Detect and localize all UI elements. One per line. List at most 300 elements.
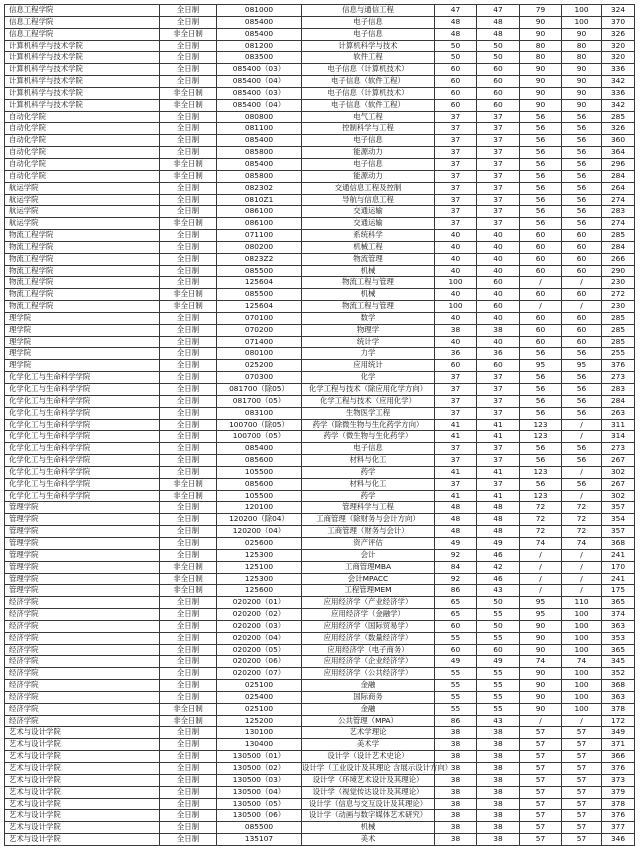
table-row (5, 407, 635, 419)
subject2-score-cell: 100 (562, 5, 602, 17)
table-row (5, 810, 635, 822)
subject2-score-cell: 90 (562, 99, 602, 111)
foreign-language-score-cell: 37 (477, 170, 520, 182)
subject2-score-cell: 56 (562, 111, 602, 123)
table-row (5, 135, 635, 147)
major-code-cell: 085500 (217, 822, 302, 834)
college-cell: 经济学院 (5, 597, 160, 609)
table-row (5, 76, 635, 88)
politics-score-cell: 37 (435, 182, 477, 194)
table-row (5, 478, 635, 490)
major-code-cell: 125100 (217, 561, 302, 573)
foreign-language-score-cell: 48 (477, 502, 520, 514)
foreign-language-score-cell: 60 (477, 87, 520, 99)
study-mode-cell: 全日制 (160, 135, 217, 147)
table-row (5, 52, 635, 64)
table-row (5, 241, 635, 253)
college-cell: 管理学院 (5, 585, 160, 597)
major-code-cell: 130500（02） (217, 763, 302, 775)
total-score-cell: 285 (602, 324, 635, 336)
table-row (5, 5, 635, 17)
table-row (5, 537, 635, 549)
total-score-cell: 368 (602, 537, 635, 549)
table-row (5, 549, 635, 561)
subject1-score-cell: 56 (520, 135, 562, 147)
table-row (5, 526, 635, 538)
total-score-cell: 175 (602, 585, 635, 597)
subject1-score-cell: 56 (520, 158, 562, 170)
politics-score-cell: 48 (435, 514, 477, 526)
college-cell: 物流工程学院 (5, 230, 160, 242)
study-mode-cell: 全日制 (160, 549, 217, 561)
study-mode-cell: 全日制 (160, 537, 217, 549)
total-score-cell: 314 (602, 431, 635, 443)
politics-score-cell: 38 (435, 727, 477, 739)
major-code-cell: 085400 (217, 16, 302, 28)
table-row (5, 99, 635, 111)
major-name-cell: 工商管理（除财务与会计方向） (302, 514, 435, 526)
college-cell: 化学化工与生命科学学院 (5, 419, 160, 431)
major-code-cell: 130500（06） (217, 810, 302, 822)
major-name-cell: 材料与化工 (302, 478, 435, 490)
politics-score-cell: 60 (435, 620, 477, 632)
foreign-language-score-cell: 48 (477, 514, 520, 526)
study-mode-cell: 全日制 (160, 834, 217, 846)
major-code-cell: 085400（03） (217, 87, 302, 99)
subject2-score-cell: 100 (562, 644, 602, 656)
major-name-cell: 应用经济学（数量经济学） (302, 632, 435, 644)
foreign-language-score-cell: 60 (477, 76, 520, 88)
total-score-cell: 336 (602, 64, 635, 76)
foreign-language-score-cell: 41 (477, 490, 520, 502)
study-mode-cell: 全日制 (160, 206, 217, 218)
subject2-score-cell: 60 (562, 253, 602, 265)
subject1-score-cell: 72 (520, 514, 562, 526)
college-cell: 经济学院 (5, 680, 160, 692)
total-score-cell: 320 (602, 52, 635, 64)
college-cell: 经济学院 (5, 656, 160, 668)
subject1-score-cell: 90 (520, 680, 562, 692)
total-score-cell: 373 (602, 774, 635, 786)
politics-score-cell: 37 (435, 123, 477, 135)
college-cell: 经济学院 (5, 620, 160, 632)
major-code-cell: 130500（05） (217, 798, 302, 810)
total-score-cell: 230 (602, 277, 635, 289)
college-cell: 管理学院 (5, 514, 160, 526)
politics-score-cell: 100 (435, 301, 477, 313)
foreign-language-score-cell: 40 (477, 241, 520, 253)
subject1-score-cell: 90 (520, 64, 562, 76)
study-mode-cell: 全日制 (160, 751, 217, 763)
table-body (5, 5, 635, 846)
subject2-score-cell: 56 (562, 123, 602, 135)
college-cell: 化学化工与生命科学学院 (5, 455, 160, 467)
subject1-score-cell: 90 (520, 703, 562, 715)
major-code-cell: 130500（04） (217, 786, 302, 798)
politics-score-cell: 60 (435, 76, 477, 88)
major-name-cell: 物流工程与管理 (302, 301, 435, 313)
major-name-cell: 计算机科学与技术 (302, 40, 435, 52)
major-name-cell: 设计学（环境艺术设计及其理论） (302, 774, 435, 786)
study-mode-cell: 非全日制 (160, 99, 217, 111)
total-score-cell: 363 (602, 691, 635, 703)
study-mode-cell: 全日制 (160, 336, 217, 348)
table-row (5, 147, 635, 159)
politics-score-cell: 41 (435, 466, 477, 478)
table-row (5, 277, 635, 289)
foreign-language-score-cell: 60 (477, 644, 520, 656)
college-cell: 管理学院 (5, 561, 160, 573)
college-cell: 物流工程学院 (5, 301, 160, 313)
subject1-score-cell: 72 (520, 526, 562, 538)
major-code-cell: 081700（05） (217, 395, 302, 407)
table-row (5, 111, 635, 123)
study-mode-cell: 全日制 (160, 52, 217, 64)
subject1-score-cell: 123 (520, 419, 562, 431)
table-row (5, 170, 635, 182)
politics-score-cell: 41 (435, 490, 477, 502)
total-score-cell: 272 (602, 289, 635, 301)
college-cell: 管理学院 (5, 549, 160, 561)
politics-score-cell: 65 (435, 609, 477, 621)
major-name-cell: 电子信息 (302, 443, 435, 455)
subject2-score-cell: 57 (562, 798, 602, 810)
major-name-cell: 应用经济学（金融学） (302, 609, 435, 621)
foreign-language-score-cell: 49 (477, 537, 520, 549)
foreign-language-score-cell: 50 (477, 40, 520, 52)
foreign-language-score-cell: 37 (477, 478, 520, 490)
major-code-cell: 080200 (217, 241, 302, 253)
college-cell: 艺术与设计学院 (5, 822, 160, 834)
total-score-cell: 285 (602, 312, 635, 324)
subject2-score-cell: 100 (562, 609, 602, 621)
foreign-language-score-cell: 48 (477, 16, 520, 28)
major-code-cell: 071400 (217, 336, 302, 348)
subject1-score-cell: 56 (520, 206, 562, 218)
table-row (5, 644, 635, 656)
subject1-score-cell: 60 (520, 241, 562, 253)
major-name-cell: 金融 (302, 680, 435, 692)
major-code-cell: 025100 (217, 703, 302, 715)
politics-score-cell: 37 (435, 372, 477, 384)
foreign-language-score-cell: 37 (477, 455, 520, 467)
total-score-cell: 290 (602, 265, 635, 277)
politics-score-cell: 48 (435, 502, 477, 514)
study-mode-cell: 全日制 (160, 5, 217, 17)
subject2-score-cell: 57 (562, 810, 602, 822)
subject2-score-cell: / (562, 466, 602, 478)
college-cell: 化学化工与生命科学学院 (5, 372, 160, 384)
total-score-cell: 371 (602, 739, 635, 751)
major-name-cell: 设计学（动画与数字媒体艺术研究） (302, 810, 435, 822)
major-code-cell: 125600 (217, 585, 302, 597)
total-score-cell: 302 (602, 466, 635, 478)
major-code-cell: 081100 (217, 123, 302, 135)
foreign-language-score-cell: 55 (477, 609, 520, 621)
subject2-score-cell: 56 (562, 135, 602, 147)
total-score-cell: 267 (602, 478, 635, 490)
subject1-score-cell: 60 (520, 312, 562, 324)
study-mode-cell: 全日制 (160, 123, 217, 135)
subject1-score-cell: 56 (520, 443, 562, 455)
total-score-cell: 285 (602, 230, 635, 242)
foreign-language-score-cell: 37 (477, 135, 520, 147)
college-cell: 自动化学院 (5, 135, 160, 147)
foreign-language-score-cell: 37 (477, 372, 520, 384)
subject1-score-cell: 57 (520, 774, 562, 786)
total-score-cell: 357 (602, 502, 635, 514)
major-code-cell: 085600 (217, 478, 302, 490)
subject1-score-cell: 56 (520, 218, 562, 230)
subject1-score-cell: 56 (520, 182, 562, 194)
table-row (5, 798, 635, 810)
subject2-score-cell: / (562, 561, 602, 573)
table-row (5, 585, 635, 597)
major-name-cell: 电子信息（软件工程） (302, 99, 435, 111)
subject2-score-cell: 60 (562, 230, 602, 242)
table-row (5, 691, 635, 703)
major-name-cell: 物流工程与管理 (302, 277, 435, 289)
politics-score-cell: 50 (435, 52, 477, 64)
table-row (5, 680, 635, 692)
study-mode-cell: 全日制 (160, 431, 217, 443)
subject1-score-cell: 57 (520, 834, 562, 846)
study-mode-cell: 非全日制 (160, 218, 217, 230)
subject1-score-cell: 90 (520, 644, 562, 656)
subject2-score-cell: 100 (562, 668, 602, 680)
politics-score-cell: 47 (435, 5, 477, 17)
major-code-cell: 020200（01） (217, 597, 302, 609)
politics-score-cell: 38 (435, 810, 477, 822)
major-name-cell: 能源动力 (302, 147, 435, 159)
college-cell: 理学院 (5, 360, 160, 372)
table-row (5, 28, 635, 40)
major-code-cell: 085800 (217, 170, 302, 182)
college-cell: 计算机科学与技术学院 (5, 52, 160, 64)
subject2-score-cell: 56 (562, 407, 602, 419)
college-cell: 艺术与设计学院 (5, 739, 160, 751)
table-row (5, 514, 635, 526)
major-name-cell: 公共管理（MPA） (302, 715, 435, 727)
table-row (5, 206, 635, 218)
subject2-score-cell: 60 (562, 241, 602, 253)
major-name-cell: 生物医学工程 (302, 407, 435, 419)
major-name-cell: 系统科学 (302, 230, 435, 242)
college-cell: 艺术与设计学院 (5, 774, 160, 786)
politics-score-cell: 37 (435, 407, 477, 419)
major-code-cell: 085600 (217, 455, 302, 467)
foreign-language-score-cell: 38 (477, 834, 520, 846)
politics-score-cell: 41 (435, 419, 477, 431)
total-score-cell: 284 (602, 170, 635, 182)
table-row (5, 632, 635, 644)
study-mode-cell: 非全日制 (160, 573, 217, 585)
total-score-cell: 364 (602, 147, 635, 159)
subject1-score-cell: 60 (520, 265, 562, 277)
total-score-cell: 357 (602, 526, 635, 538)
study-mode-cell: 全日制 (160, 64, 217, 76)
total-score-cell: 311 (602, 419, 635, 431)
college-cell: 计算机科学与技术学院 (5, 64, 160, 76)
major-name-cell: 应用经济学（产业经济学） (302, 597, 435, 609)
study-mode-cell: 全日制 (160, 384, 217, 396)
foreign-language-score-cell: 42 (477, 561, 520, 573)
study-mode-cell: 全日制 (160, 395, 217, 407)
total-score-cell: 274 (602, 218, 635, 230)
foreign-language-score-cell: 38 (477, 774, 520, 786)
table-row (5, 87, 635, 99)
foreign-language-score-cell: 40 (477, 312, 520, 324)
subject2-score-cell: 90 (562, 28, 602, 40)
study-mode-cell: 全日制 (160, 609, 217, 621)
subject1-score-cell: 90 (520, 76, 562, 88)
subject2-score-cell: 60 (562, 336, 602, 348)
politics-score-cell: 40 (435, 336, 477, 348)
major-name-cell: 交通运输 (302, 218, 435, 230)
major-name-cell: 机械 (302, 822, 435, 834)
total-score-cell: 365 (602, 644, 635, 656)
study-mode-cell: 全日制 (160, 312, 217, 324)
subject2-score-cell: 100 (562, 632, 602, 644)
table-row (5, 703, 635, 715)
table-row (5, 834, 635, 846)
subject2-score-cell: 56 (562, 443, 602, 455)
college-cell: 物流工程学院 (5, 241, 160, 253)
major-name-cell: 工商管理（财务与会计） (302, 526, 435, 538)
subject2-score-cell: 56 (562, 218, 602, 230)
major-name-cell: 工商管理MBA (302, 561, 435, 573)
foreign-language-score-cell: 36 (477, 348, 520, 360)
table-row (5, 763, 635, 775)
total-score-cell: 284 (602, 241, 635, 253)
study-mode-cell: 全日制 (160, 194, 217, 206)
major-code-cell: 130100 (217, 727, 302, 739)
table-row (5, 727, 635, 739)
major-name-cell: 电子信息 (302, 28, 435, 40)
total-score-cell: 345 (602, 656, 635, 668)
major-code-cell: 130500（03） (217, 774, 302, 786)
major-code-cell: 125300 (217, 573, 302, 585)
foreign-language-score-cell: 40 (477, 253, 520, 265)
total-score-cell: 241 (602, 549, 635, 561)
major-name-cell: 应用经济学（国际贸易学） (302, 620, 435, 632)
politics-score-cell: 48 (435, 526, 477, 538)
subject1-score-cell: 56 (520, 111, 562, 123)
table-row (5, 64, 635, 76)
subject1-score-cell: 72 (520, 502, 562, 514)
study-mode-cell: 全日制 (160, 419, 217, 431)
major-code-cell: 025400 (217, 691, 302, 703)
total-score-cell: 326 (602, 123, 635, 135)
major-code-cell: 020200（03） (217, 620, 302, 632)
major-code-cell: 086100 (217, 218, 302, 230)
foreign-language-score-cell: 37 (477, 111, 520, 123)
college-cell: 经济学院 (5, 632, 160, 644)
study-mode-cell: 全日制 (160, 763, 217, 775)
subject2-score-cell: 56 (562, 158, 602, 170)
subject2-score-cell: 90 (562, 64, 602, 76)
subject2-score-cell: 60 (562, 324, 602, 336)
major-name-cell: 美术 (302, 834, 435, 846)
politics-score-cell: 36 (435, 348, 477, 360)
subject2-score-cell: / (562, 277, 602, 289)
foreign-language-score-cell: 41 (477, 466, 520, 478)
subject2-score-cell: / (562, 585, 602, 597)
table-row (5, 490, 635, 502)
study-mode-cell: 全日制 (160, 253, 217, 265)
major-name-cell: 电子信息（计算机技术） (302, 64, 435, 76)
study-mode-cell: 非全日制 (160, 28, 217, 40)
major-code-cell: 020200（07） (217, 668, 302, 680)
study-mode-cell: 全日制 (160, 111, 217, 123)
subject1-score-cell: 90 (520, 668, 562, 680)
foreign-language-score-cell: 48 (477, 526, 520, 538)
foreign-language-score-cell: 60 (477, 301, 520, 313)
major-code-cell: 105500 (217, 466, 302, 478)
major-name-cell: 软件工程 (302, 52, 435, 64)
subject2-score-cell: 80 (562, 40, 602, 52)
foreign-language-score-cell: 37 (477, 123, 520, 135)
study-mode-cell: 全日制 (160, 324, 217, 336)
college-cell: 化学化工与生命科学学院 (5, 384, 160, 396)
politics-score-cell: 55 (435, 680, 477, 692)
major-code-cell: 081000 (217, 5, 302, 17)
major-code-cell: 085800 (217, 147, 302, 159)
politics-score-cell: 37 (435, 158, 477, 170)
subject1-score-cell: 90 (520, 87, 562, 99)
major-code-cell: 125604 (217, 301, 302, 313)
college-cell: 航运学院 (5, 182, 160, 194)
college-cell: 化学化工与生命科学学院 (5, 443, 160, 455)
major-name-cell: 会计 (302, 549, 435, 561)
major-code-cell: 085400 (217, 158, 302, 170)
study-mode-cell: 全日制 (160, 786, 217, 798)
major-name-cell: 信息与通信工程 (302, 5, 435, 17)
foreign-language-score-cell: 37 (477, 158, 520, 170)
college-cell: 理学院 (5, 336, 160, 348)
college-cell: 理学院 (5, 348, 160, 360)
politics-score-cell: 40 (435, 230, 477, 242)
major-code-cell: 081700（除05） (217, 384, 302, 396)
study-mode-cell: 全日制 (160, 680, 217, 692)
study-mode-cell: 全日制 (160, 360, 217, 372)
foreign-language-score-cell: 37 (477, 407, 520, 419)
college-cell: 管理学院 (5, 573, 160, 585)
study-mode-cell: 全日制 (160, 348, 217, 360)
table-row (5, 194, 635, 206)
foreign-language-score-cell: 37 (477, 194, 520, 206)
major-code-cell: 120200（除04） (217, 514, 302, 526)
major-name-cell: 机械工程 (302, 241, 435, 253)
subject2-score-cell: / (562, 431, 602, 443)
college-cell: 自动化学院 (5, 111, 160, 123)
study-mode-cell: 全日制 (160, 147, 217, 159)
major-name-cell: 药学（除微生物与生化药学方向） (302, 419, 435, 431)
major-code-cell: 020200（02） (217, 609, 302, 621)
foreign-language-score-cell: 41 (477, 419, 520, 431)
study-mode-cell: 非全日制 (160, 158, 217, 170)
major-code-cell: 085400（03） (217, 64, 302, 76)
total-score-cell: 376 (602, 810, 635, 822)
subject2-score-cell: 56 (562, 170, 602, 182)
subject1-score-cell: 123 (520, 431, 562, 443)
politics-score-cell: 37 (435, 170, 477, 182)
study-mode-cell: 全日制 (160, 514, 217, 526)
politics-score-cell: 50 (435, 40, 477, 52)
subject1-score-cell: 57 (520, 798, 562, 810)
major-name-cell: 药学 (302, 490, 435, 502)
total-score-cell: 273 (602, 443, 635, 455)
